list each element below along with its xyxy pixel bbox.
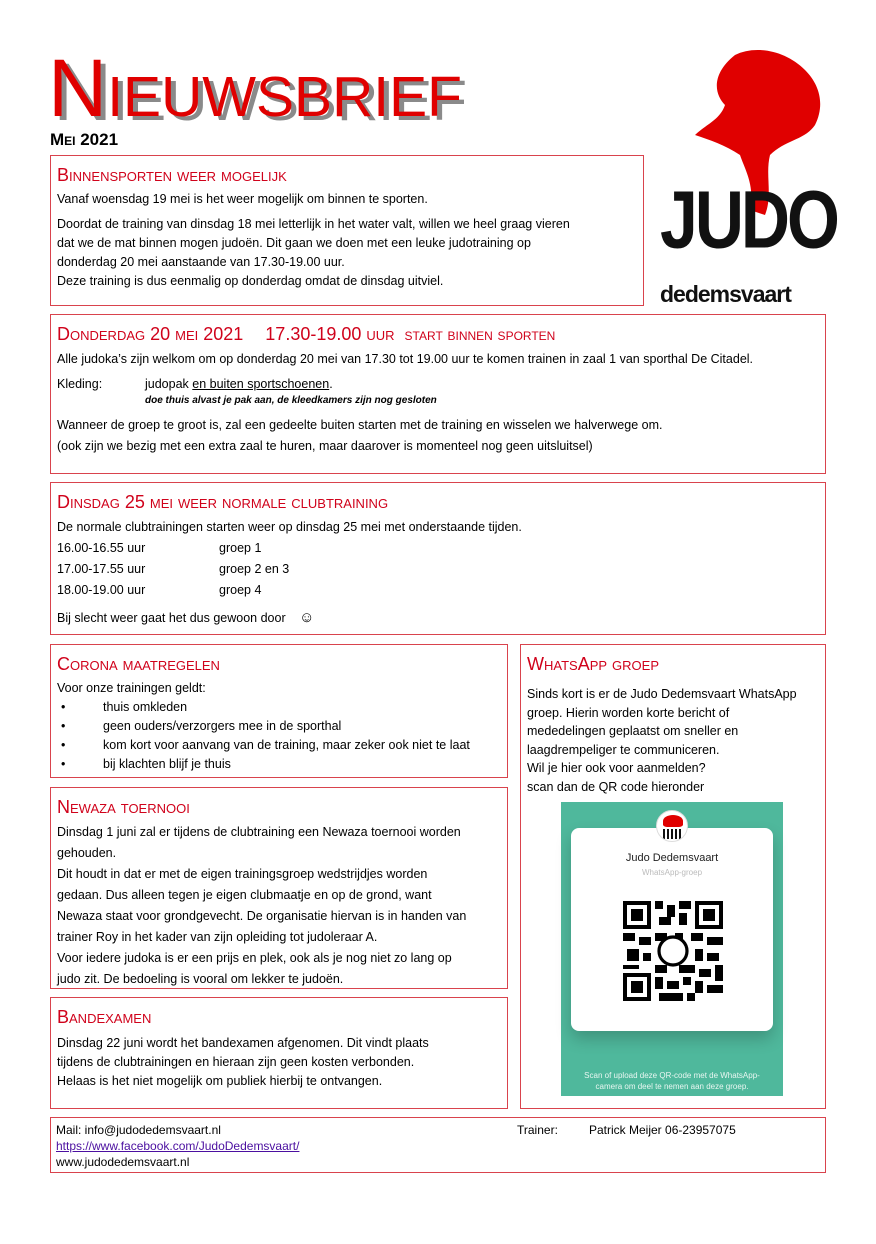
qr-card	[571, 828, 773, 1031]
paragraph	[57, 215, 637, 291]
caption-line: camera om deel te nemen aan deze groep.	[595, 1082, 749, 1091]
kleding-label: Kleding:	[57, 377, 103, 391]
line: donderdag 20 mei aanstaande van 17.30-19.00 uur.	[57, 255, 345, 269]
line: Newaza staat voor grondgevecht. De organisatie hiervan is in handen van	[57, 909, 467, 923]
group-avatar	[656, 810, 688, 842]
line: groep. Hierin worden korte bericht of	[527, 705, 730, 720]
line: Dinsdag 22 juni wordt het bandexamen afgenomen. Dit vindt plaats	[57, 1036, 429, 1050]
schedule-group: groep 1	[219, 541, 262, 555]
line: trainer Roy in het kader van zijn opleiding tot judoleraar A.	[57, 930, 378, 944]
line: gehouden.	[57, 846, 117, 860]
section-heading: WhatsApp groep	[527, 654, 659, 674]
line: Helaas is het niet mogelijk om publiek hierbij te ontvangen.	[57, 1074, 383, 1088]
line: Doordat de training van dinsdag 18 mei letterlijk in het water valt, willen we heel graag vieren	[57, 217, 570, 231]
section-newaza	[50, 787, 508, 989]
outro-text: Bij slecht weer gaat het dus gewoon door	[57, 611, 286, 625]
line: Wil je hier ook voor aanmelden?	[527, 761, 706, 775]
section-bandexamen	[50, 997, 508, 1109]
line: laagdrempeliger te communiceren.	[527, 742, 720, 757]
qr-code-icon	[623, 901, 723, 1001]
qr-group-name: Judo Dedemsvaart	[625, 852, 719, 864]
qr-group-type: WhatsApp-groep	[641, 868, 703, 877]
line: dat we de mat binnen mogen judoën. Dit gaan we doen met een leuke judotraining op	[57, 236, 531, 250]
paragraph: Alle judoka’s zijn welkom om op donderdag 20 mei van 17.30 tot 19.00 uur te komen trainen in zaal 1 van sporthal De Citadel.	[57, 352, 754, 366]
paragraph: Vanaf woensdag 19 mei is het weer mogelijk om binnen te sporten.	[57, 192, 428, 206]
section-clubtraining	[50, 482, 826, 635]
caption-line: Scan of upload deze QR-code met de WhatsApp-	[584, 1071, 760, 1080]
logo-subtext: dedemsvaart	[660, 281, 791, 307]
line: judo zit. De bedoeling is vooral om lekker te judoën.	[57, 972, 344, 986]
line: mededelingen geplaatst om sneller en	[527, 724, 739, 738]
heading-rest: start binnen sporten	[404, 325, 556, 344]
schedule-row	[57, 538, 819, 559]
footer-mail: Mail: info@judodedemsvaart.nl	[56, 1123, 221, 1137]
section-binnensporten	[50, 155, 644, 306]
kleding-value: judopak	[145, 377, 189, 391]
whatsapp-qr-image[interactable]	[561, 802, 783, 1096]
corona-list	[57, 698, 501, 774]
heading-time: 17.30-19.00 uur	[265, 324, 395, 344]
section-heading: Corona maatregelen	[57, 654, 220, 674]
newsletter-month: Mei 2021	[50, 130, 119, 149]
section-heading: Newaza toernooi	[57, 797, 190, 817]
line: Sinds kort is er de Judo Dedemsvaart WhatsApp	[527, 687, 797, 701]
section-corona	[50, 644, 508, 778]
kleding-row: Kleding: judopak en buiten sportschoenen.	[57, 375, 819, 394]
line: Dit houdt in dat er met de eigen trainingsgroep wedstrijdjes worden	[57, 867, 428, 881]
section-heading: Dinsdag 25 mei weer normale clubtraining	[57, 492, 389, 512]
list-item: • kom kort voor aanvang van de training, maar zeker ook niet te laat	[57, 736, 501, 755]
kleding-note: doe thuis alvast je pak aan, de kleedkamers zijn nog gesloten	[145, 395, 437, 406]
paragraph: (ook zijn we bezig met een extra zaal te huren, maar daarover is momenteel nog geen uitsluitsel)	[57, 439, 593, 453]
section-heading: Bandexamen	[57, 1007, 152, 1027]
list-item: • geen ouders/verzorgers mee in de sporthal	[57, 717, 501, 736]
schedule-group: groep 4	[219, 583, 262, 597]
section-donderdag	[50, 314, 826, 474]
judo-logo	[655, 45, 837, 310]
paragraph: Wanneer de groep te groot is, zal een gedeelte buiten starten met de training en wisselen we halverwege om.	[57, 418, 663, 432]
schedule-row	[57, 559, 819, 580]
schedule-row	[57, 580, 819, 601]
line: Deze training is dus eenmalig op donderdag omdat de dinsdag uitviel.	[57, 274, 444, 288]
trainer-label: Trainer:	[517, 1123, 558, 1137]
trainer-value: Patrick Meijer 06-23957075	[589, 1123, 736, 1137]
line: scan dan de QR code hieronder	[527, 779, 705, 794]
newsletter-title: Nieuwsbrief	[48, 43, 462, 134]
kleding-underlined: en buiten sportschoenen	[192, 377, 330, 391]
smiley-icon: ☺	[299, 609, 315, 626]
footer	[50, 1117, 826, 1173]
list-item: • bij klachten blijf je thuis	[57, 755, 501, 774]
paragraph	[57, 607, 819, 629]
line: gedaan. Dus alleen tegen je eigen clubmaatje en op de grond, want	[57, 888, 432, 902]
schedule-group: groep 2 en 3	[219, 562, 290, 576]
paragraph: De normale clubtrainingen starten weer op dinsdag 25 mei met onderstaande tijden.	[57, 520, 522, 534]
facebook-link[interactable]: https://www.facebook.com/JudoDedemsvaart/	[56, 1139, 300, 1153]
line: Dinsdag 1 juni zal er tijdens de clubtraining een Newaza toernooi worden	[57, 825, 461, 839]
line: tijdens de clubtrainingen en hieraan zijn geen kosten verbonden.	[57, 1055, 415, 1069]
heading-date: Donderdag 20 mei 2021	[57, 324, 244, 344]
schedule-time: 16.00-16.55 uur	[57, 541, 146, 555]
schedule-time: 18.00-19.00 uur	[57, 583, 146, 597]
logo-text: JUDO	[660, 174, 837, 266]
footer-website: www.judodedemsvaart.nl	[56, 1155, 190, 1169]
qr-caption	[561, 1070, 783, 1092]
section-heading	[57, 323, 819, 346]
line: Voor iedere judoka is er een prijs en plek, ook als je nog niet zo lang op	[57, 951, 452, 965]
paragraph: Voor onze trainingen geldt:	[57, 681, 206, 695]
list-item: • thuis omkleden	[57, 698, 501, 717]
section-heading: Binnensporten weer mogelijk	[57, 165, 287, 185]
schedule-time: 17.00-17.55 uur	[57, 562, 146, 576]
